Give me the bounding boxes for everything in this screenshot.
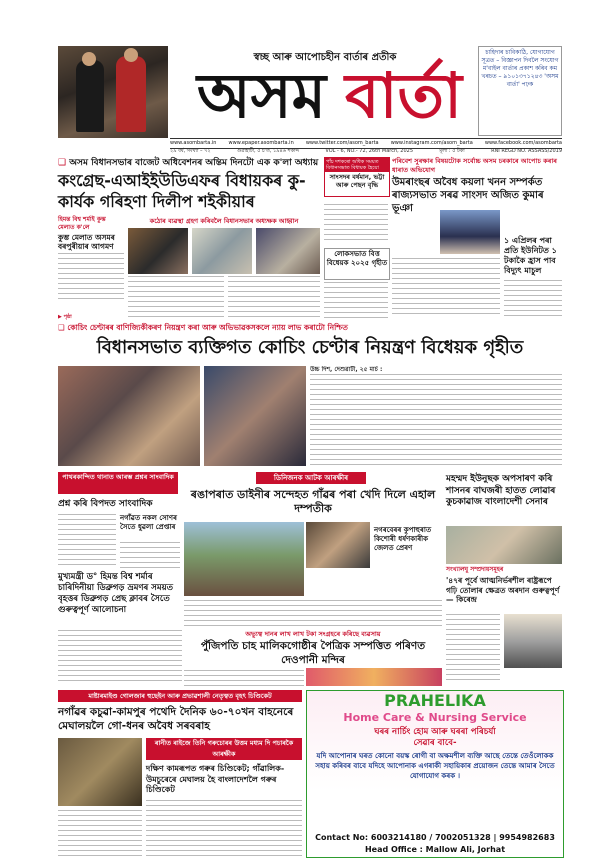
press-body [58,514,116,566]
masthead-tagline: স্বচ্ছ আৰু আপোচহীন বাৰ্তাৰ প্ৰতীক [253,52,397,63]
masthead-meta-bar [170,147,562,156]
top-story-body-right [228,276,320,318]
facebook-link[interactable]: www.facebook.com/asombarta [484,140,562,146]
cattle-box-kicker: ৰানীত ৰাইজে তিনি গৰুচোৰৰ উত্তম মধ্যম দি পচাৰকৈ আৰক্ষীক [146,738,302,760]
tea-body [184,670,304,686]
ad-line-2: সেৱাৰ বাবে- [413,738,457,748]
finance-bill-box [324,248,390,280]
twitter-link[interactable]: www.twitter.com/asom_barta [305,140,379,146]
accused-photo [306,522,370,568]
tea-kicker: অভ্যুত্ব দানৰ লাখ লাখ টকা সংগ্ৰহৰে কৰিছে ব্যৱসায় [245,630,381,638]
ceremony-photo [256,228,320,274]
electricity-body [504,280,562,318]
press-side-body [120,542,180,568]
cattle-banner: মাষ্টাৰমাইণ্ড গোলজাৰ হুছেইন আৰু প্ৰভাৱশালী নেতৃত্বত বৃহৎ চিণ্ডিকেট [58,690,302,702]
issue-date-local: গুৱাহাটী, ৫ চ'ত, ১৯৪৬ শকাব্দ [236,148,300,154]
side-story-heading: হিমন্ত বিশ্ব শৰ্মাই কুম্ভ মেলাত ক'লে [58,216,106,231]
rni-number: RNI REGD NO. ASSASS/2019 [491,148,562,154]
murder-body [184,600,442,626]
website-link[interactable]: www.asombarta.in [170,140,217,146]
group-photo [192,228,252,274]
cattle-body [58,810,142,856]
side-story-body [58,253,124,303]
temple-photo [306,668,442,686]
press-headline: প্ৰশ্ন কৰি বিপদত সাংবাদিক [58,499,153,509]
cattle-box-body [146,800,302,856]
yunus-body [446,614,500,684]
cattle-photo [58,738,142,806]
cricket-photo [58,46,168,138]
minister-photo [504,614,562,668]
cm-body [58,630,182,684]
murder-headline: ৰঙাপৰাত ডাইনীৰ সন্দেহত গাঁৱৰ পৰা খেদি দিলে এহাল দম্পতীক [190,488,436,515]
right-kicker: পৰিবেশ সুৰক্ষাৰ বিষয়টোক সৰ্বোচ্চ অসম চৰকাৰে আপোচ কৰাৰ ধাৰাত অভিযোগ [392,157,557,174]
house-photo [184,522,304,596]
mp-box-top: পাঁচ দশকৰো অধিক সময়ত বিধানসভাত বিধায়ক হৈয়ো [325,158,389,172]
cm-headline: মুখ্যমন্ত্ৰী ড° হিমন্ত বিশ্ব শৰ্মাৰ চাৰিদিনীয়া ডিব্ৰুগড় ভ্ৰমণৰ সময়ত বৃহত্তৰ ডিব্ৰুগড় প্ৰেছ ক্লাবৰ সৈতে গুৰুত্বপূৰ্ণ আলোচনা [58,572,174,615]
side-story-headline: কুম্ভ মেলাত অসমৰ বৰপুৰীয়াৰ আগমণ [58,233,115,251]
masthead-promo-text: চাহিদাৰ চাবিকাঠি, যোগাযোগ সূত্ৰত – বিজ্ঞাপন দিবলৈ সংযোগ ম'বাইল বাৰ্তাৰ প্ৰকাশ কৰিব কম খৰচত – ৯১০১৩৭১২৪৩ 'অসম বাৰ্তা' পঢ়ক [481,49,559,88]
right-headline: উমৰাংছৰ অবৈধ কয়লা খনন সম্পৰ্কত ৰাজ্যসভাত সৰৱ সাংসদ অজিত কুমাৰ ভূঞা [392,177,544,214]
masthead-title-left: অসম [197,59,327,132]
murder-side-headline: নগৰবেৰৰ কুপাহুৰাত কিশোৰী ধৰ্ষণকাৰীক জেলত প্ৰেৰণ [374,526,432,552]
issue-volume: VOL - 6, NO.- 72, 26th March, 2025 [325,148,414,154]
ad-line-1: ঘৰৰ নাৰ্চিং হোম আৰু ঘৰৰা পৰিচৰ্যা [374,727,496,737]
top-headline: কংগ্ৰেছ-এআইইউডিএফৰ বিধায়কৰ কু-কাৰ্যক গৰিহণা দিলীপ শইকীয়াৰ [58,171,306,211]
assembly-photo [128,228,188,274]
murder-banner: ডিনিজনক আটক আৰক্ষীৰ [256,472,366,484]
mp-box [324,157,390,197]
ad-contact[interactable]: Contact No: 6003214180 / 7002051328 | 9954982683 [315,833,555,842]
electricity-headline: ১ এপ্ৰিলৰ পৰা প্ৰতি ইউনিটত ১ টকাকৈ হ্ৰাস পাব বিদ্যুৎ মাচুল [504,236,557,275]
cattle-headline: নগাঁৱৰ কচুৱা-কামপুৰ পথেদি দৈনিক ৬০-৭০খন বাহনেৰে মেঘালয়লৈ গো-ধনৰ অবৈধ সৰবৰাহ [58,706,294,732]
epaper-link[interactable]: www.epaper.asombarta.in [228,140,294,146]
ad-body: যদি আপোনাৰ ঘৰত কোনো বয়স্ক ৰোগী বা অক্ষমশীল ব্যক্তি আছে তেন্তে তেওঁলোকক সহায় কৰিবৰ বাবে যদিহে আপোনাক এগৰাকী সহায়িকাৰ প্ৰয়োজন তেন্তে আমাৰ সৈতে যোগাযোগ কৰক । [315,752,555,780]
coaching-photo-2 [204,366,306,466]
cattle-box-headline: দক্ষিণ কামৰূপত গৰুৰ চিণ্ডিকেট; গাঁৱালিক-উমচুৰেৰে মেঘালয় হৈ বাংলাদেশলৈ গৰুৰ চিণ্ডিকেট [146,764,285,794]
finance-bill-heading: লোকসভাত বিত্ত বিধেয়ক ২০২৫ গৃহীত [326,250,388,267]
coaching-photo [58,366,200,466]
coaching-body: উচ্চ দিশ, দেশুৱাটী, ২৫ মাৰ্চ : [310,366,562,466]
top-story-body-left [128,276,224,318]
sub-banner: কঠোৰ ব্যৱস্থা গ্ৰহণ কৰিবলৈ বিধানসভাৰ অধ্যক্ষক আহ্বান [149,217,299,225]
ad-service: Home Care & Nursing Service [343,711,527,724]
top-kicker: ❑ অসম বিধানসভাৰ বাজেট অধিবেশনৰ অন্তিম দিনটো এক ক'লা অধ্যায় [58,158,319,168]
yunus-sub-kicker: সংখ্যালঘু সম্প্ৰদায়সমূহৰ [446,566,504,573]
issue-number: ২৯ বৰ্ষ, সংখ্যা – ৭২ [170,148,211,154]
instagram-link[interactable]: www.instagram.com/asom_barta [390,140,473,146]
mp-box-heading: সাংসদৰ বৰ্ষমান, ভট্টা আৰু পেছন বৃদ্ধি [329,173,385,189]
right-story-body [392,258,500,318]
mp-body [324,204,388,242]
coaching-kicker: ❑ কোচিং চেণ্টাৰৰ বাণিজ্যিকীকৰণ নিয়ন্ত্ৰণ কৰা আৰু অভিভাৱকসকলে ন্যায় লাভ কৰাটো নিশ্চিত [58,323,348,332]
side-story-more[interactable]: ▶ পৃষ্ঠা [58,314,72,320]
nursing-ad[interactable] [306,690,564,858]
press-side-headline: নগাঁৱত নকল সোণৰ সৈতে ধুৱলা প্ৰেপ্তাৰ [120,514,177,531]
ad-office: Head Office : Mallow Ali, Jorhat [364,845,506,854]
tea-headline: পুঁজিপতি চাহ মালিকগোষ্ঠীৰ পৈত্ৰিক সম্পত্তিত পৰিণত দেওপানী মন্দিৰ [200,640,426,666]
finance-bill-body [324,282,388,318]
press-banner: পাথৰকান্দিত থানাত আৰম্ভ প্ৰশ্নৰ সাংবাদিক [58,472,178,494]
masthead-title-right: বাৰ্তা [345,59,462,132]
yunus-photo [446,526,562,564]
mp-portrait [440,210,500,254]
ad-brand: PRAHELIKA [384,691,486,710]
masthead-promo-box [478,46,562,136]
yunus-headline: মহম্মদ ইউনুছক অপসাৰণ কৰি শাসনৰ বাঘজৰী হাতত লোৱাৰ কুচকাৱাজ বাংলাদেশী সেনাৰ [446,474,556,507]
issue-price: মূল্য : ৫ টকা [439,148,465,154]
side-story [58,216,124,322]
yunus-sub-headline: '৪৭ৰ পূৰ্বে আত্মনিৰ্ভৰশীল ৰাষ্ট্ৰৰূপে গঢ়ি তোলাৰ ক্ষেত্ৰত অৰদান গুৰুত্বপূৰ্ণ — কিৰেন্দ্ৰ [446,576,560,604]
coaching-headline: বিধানসভাত ব্যক্তিগত কোচিং চেণ্টাৰ নিয়ন্ত্ৰণ বিধেয়ক গৃহীত [96,337,524,358]
